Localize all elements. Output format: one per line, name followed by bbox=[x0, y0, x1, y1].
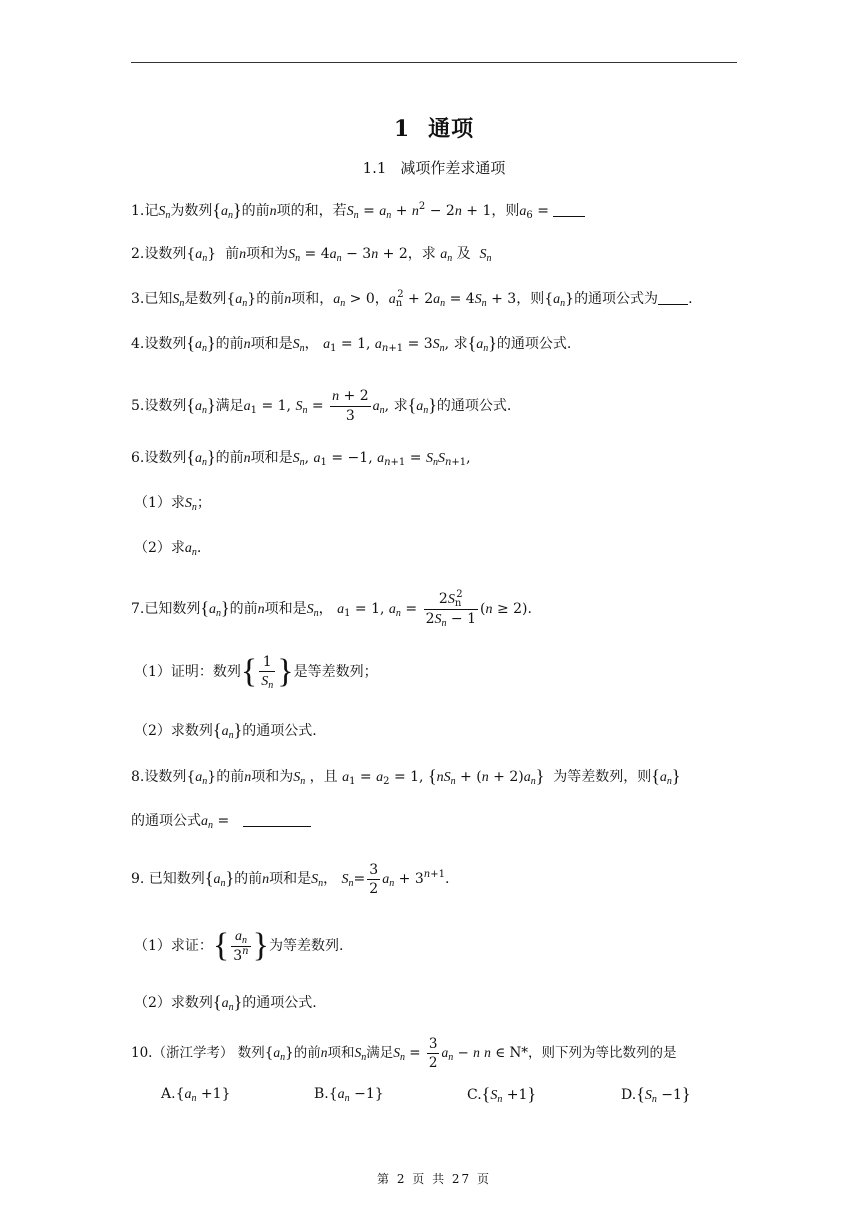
question-8-continued: 的通项公式$a_n$ = bbox=[131, 810, 751, 833]
question-6: 6.设数列$\{a_n\}$的前n项和是$S_n$, $a_1 = -1$, $a_{n+1} = S_nS_{n+1}$, bbox=[131, 447, 471, 468]
question-2: 2.设数列$\{a_n\}$ 前n项和为$S_n = 4a_n - 3n + 2$，求 $a_n$ 及 $S_n$ bbox=[131, 246, 492, 264]
question-6-part-1: （1）求$S_n$； bbox=[134, 495, 211, 513]
question-9-part-1: （1）求证：{ $\frac{a_n}{3^n}$ }为等差数列. bbox=[134, 927, 344, 964]
question-8: 8.设数列$\{a_n\}$的前n项和为$S_n$ ，且 $a_1 = a_2 = 1$, $\{nS_n + (n + 2)a_n\}$ 为等差数列，则$\{a_n\}$ bbox=[131, 766, 681, 787]
question-4: 4.设数列$\{a_n\}$的前n项和是$S_n$， $a_1 = 1$, $a_{n+1} = 3S_n$, 求$\{a_n\}$的通项公式. bbox=[131, 333, 572, 354]
option-d: $D.\{S_n -1\}$ bbox=[621, 1084, 691, 1105]
question-7: 7.已知数列$\{a_n\}$的前n项和是$S_n$， $a_1 = 1$, $a_n$ = $\frac{2S_n^2}{2S_n - 1}$ (n ≥ 2). bbox=[131, 588, 532, 629]
option-b: $B.\{a_n -1\}$ bbox=[314, 1086, 384, 1104]
option-c: $C.\{S_n +1\}$ bbox=[467, 1084, 537, 1105]
question-9-part-2: （2）求数列$\{a_n\}$的通项公式. bbox=[134, 992, 317, 1013]
chapter-title: 1 通项 bbox=[393, 116, 475, 142]
question-6-part-2: （2）求$a_n$. bbox=[134, 540, 202, 558]
question-7-part-2: （2）求数列$\{a_n\}$的通项公式. bbox=[134, 720, 317, 741]
question-1: 1.记$S_n$为数列$\{a_n\}$的前n项的和，若$S_n = a_n + n^2 - 2n + 1$，则$a_6$ = bbox=[131, 199, 751, 223]
question-7-part-1: （1）证明：数列{ $\frac{1}{S_n}$ }是等差数列； bbox=[134, 653, 378, 691]
question-10: 10.（浙江学考） 数列$\{a_n\}$的前n项和$S_n$满足$S_n$ = $\frac{3}{2}$ $a_n - n$ n ∈ N*，则下列为等比数列的是 bbox=[131, 1036, 677, 1071]
question-3: 3.已知$S_n$是数列$\{a_n\}$的前n项和，$a_n > 0$，$a_n^2 + 2a_n = 4S_n + 3$，则$\{a_n\}$的通项公式为 . bbox=[131, 289, 693, 309]
page-footer: 第 2 页 共 27 页 bbox=[377, 1172, 491, 1186]
header-rule bbox=[131, 62, 737, 63]
question-5: 5.设数列$\{a_n\}$满足$a_1 = 1$, $S_n$ = $\frac{n + 2}{3}$ $a_n$, 求$\{a_n\}$的通项公式. bbox=[131, 388, 512, 424]
question-9: 9. 已知数列$\{a_n\}$的前n项和是$S_n$， $S_n=$ $\frac{3}{2}$ $a_n + 3^{n+1}$. bbox=[131, 861, 450, 897]
option-a: $A.\{a_n +1\}$ bbox=[161, 1086, 231, 1104]
section-title: 1.1 减项作差求通项 bbox=[362, 159, 506, 177]
